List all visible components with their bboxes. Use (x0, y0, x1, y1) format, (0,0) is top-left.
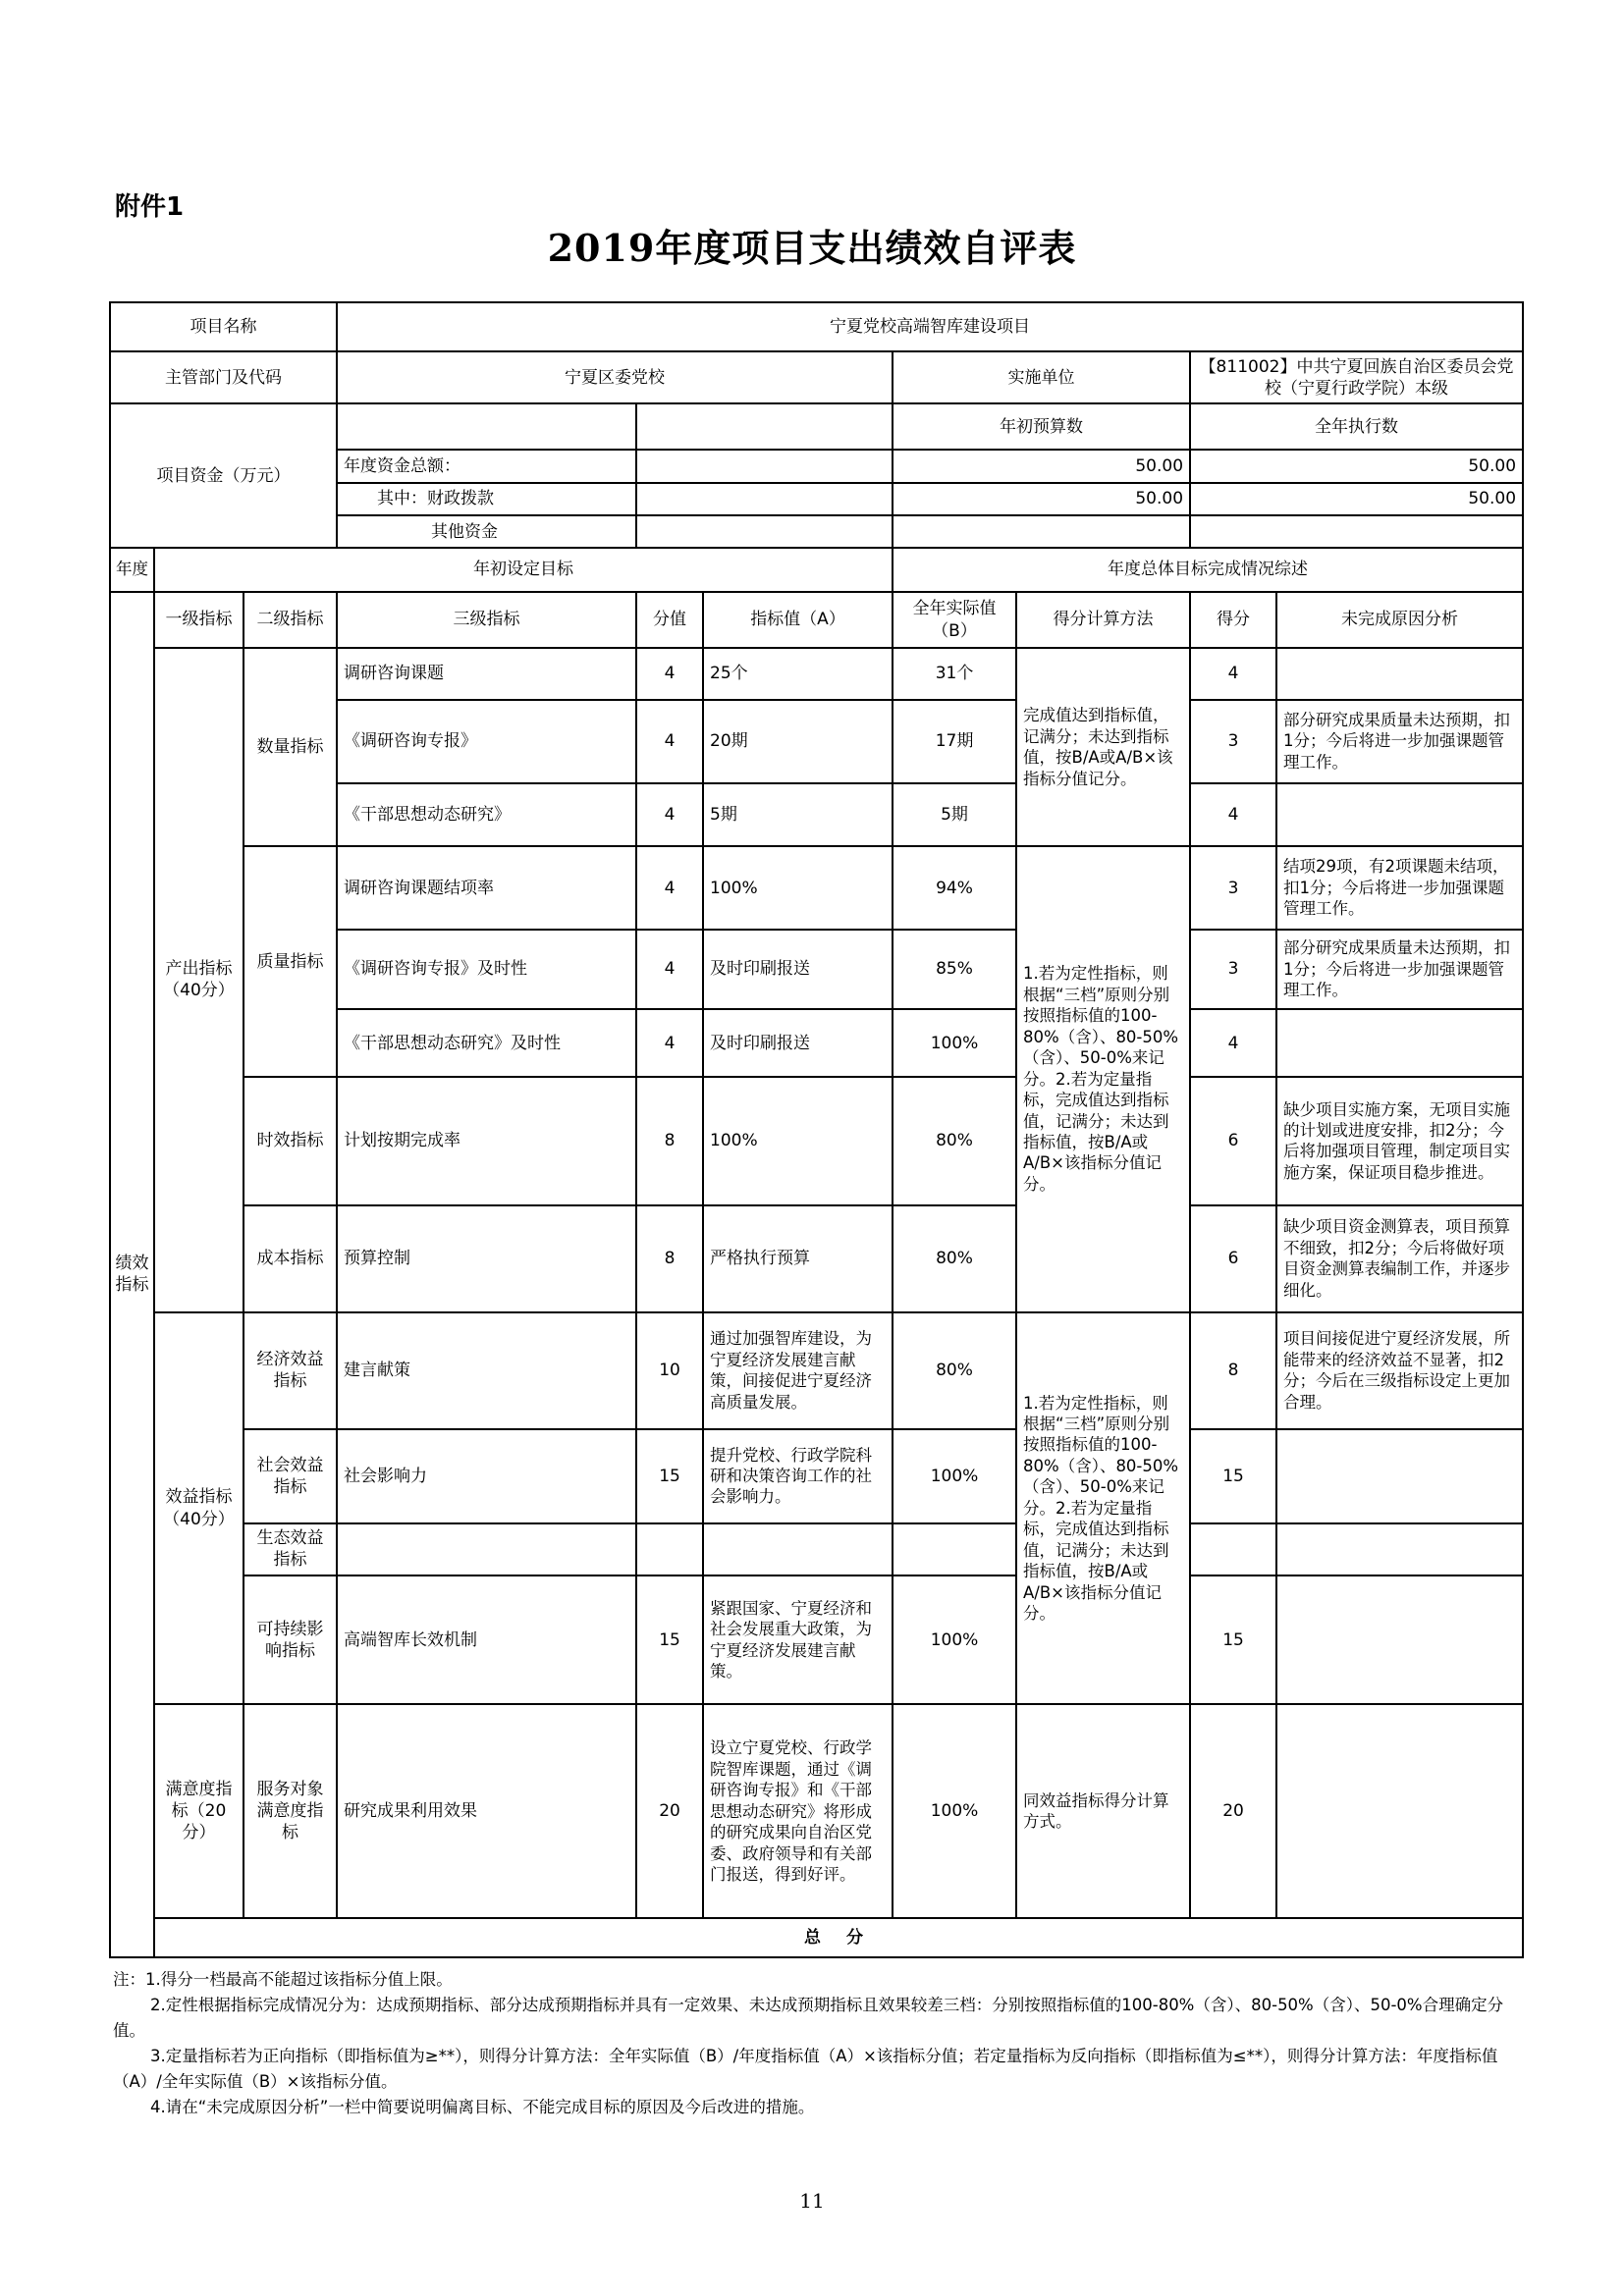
funds-exec-value: 50.00 (1190, 450, 1523, 482)
indicator-score: 8 (1190, 1312, 1276, 1429)
indicator-name: 《干部思想动态研究》 (337, 783, 636, 847)
shortfall-reason: 缺少项目实施方案，无项目实施的计划或进度安排，扣2分；今后将加强项目管理，制定项目实施方案，保证项目稳步推进。 (1276, 1077, 1523, 1204)
indicator-actual: 85% (893, 930, 1016, 1009)
performance-indicator-label: 绩效指标 (110, 592, 154, 1957)
ecological-subgroup-label: 生态效益指标 (244, 1523, 337, 1576)
indicator-score: 3 (1190, 930, 1276, 1009)
project-name-row (110, 302, 1523, 351)
indicator-actual: 94% (893, 846, 1016, 930)
table-row (110, 846, 1523, 930)
implementer-label: 实施单位 (893, 351, 1190, 402)
benefit-group-label: 效益指标（40分） (154, 1312, 244, 1705)
cost-subgroup-label: 成本指标 (244, 1205, 337, 1312)
score-header: 得分 (1190, 592, 1276, 649)
goal-summary-header: 年度总体目标完成情况综述 (893, 548, 1523, 591)
indicator-value: 15 (636, 1575, 703, 1704)
indicator-target: 设立宁夏党校、行政学院智库课题，通过《调研咨询专报》和《干部思想动态研究》将形成的研究成果向自治区党委、政府领导和有关部门报送，得到好评。 (703, 1704, 893, 1918)
funds-blank-cell (636, 515, 893, 548)
evaluation-table (109, 301, 1524, 1958)
funds-budget-value: 50.00 (893, 483, 1190, 515)
initial-goal-header: 年初设定目标 (154, 548, 893, 591)
indicator-value: 4 (636, 930, 703, 1009)
indicator-actual: 100% (893, 1429, 1016, 1523)
indicator-actual: 31个 (893, 648, 1016, 699)
department-label: 主管部门及代码 (110, 351, 337, 402)
indicator-actual: 80% (893, 1077, 1016, 1204)
indicator-score: 6 (1190, 1077, 1276, 1204)
funds-exec-value (1190, 515, 1523, 548)
indicator-value: 20 (636, 1704, 703, 1918)
indicator-target (703, 1523, 893, 1576)
table-row (110, 1205, 1523, 1312)
indicator-value: 4 (636, 783, 703, 847)
indicator-name: 高端智库长效机制 (337, 1575, 636, 1704)
total-row (110, 1918, 1523, 1957)
indicator-actual: 80% (893, 1205, 1016, 1312)
shortfall-reason (1276, 1704, 1523, 1918)
indicator-target: 提升党校、行政学院科研和决策咨询工作的社会影响力。 (703, 1429, 893, 1523)
indicator-value (636, 1523, 703, 1576)
indicator-name: 《干部思想动态研究》及时性 (337, 1009, 636, 1078)
indicator-value: 4 (636, 1009, 703, 1078)
sustainable-subgroup-label: 可持续影响指标 (244, 1575, 337, 1704)
service-subgroup-label: 服务对象满意度指标 (244, 1704, 337, 1918)
indicator-actual: 80% (893, 1312, 1016, 1429)
indicator-actual: 5期 (893, 783, 1016, 847)
execution-column-header: 全年执行数 (1190, 403, 1523, 450)
indicator-score: 3 (1190, 846, 1276, 930)
project-name-label: 项目名称 (110, 302, 337, 351)
year-goal-label: 年度 (110, 548, 154, 591)
indicator-score: 15 (1190, 1575, 1276, 1704)
shortfall-reason: 部分研究成果质量未达预期，扣1分；今后将进一步加强课题管理工作。 (1276, 930, 1523, 1009)
quantity-subgroup-label: 数量指标 (244, 648, 337, 846)
funds-row-label: 年度资金总额： (337, 450, 636, 482)
funds-header-row (110, 403, 1523, 450)
table-row (110, 1429, 1523, 1523)
budget-column-header: 年初预算数 (893, 403, 1190, 450)
indicator-value: 4 (636, 846, 703, 930)
indicator-actual: 17期 (893, 700, 1016, 783)
table-row (110, 1575, 1523, 1704)
department-value: 宁夏区委党校 (337, 351, 893, 402)
table-row (110, 1704, 1523, 1918)
table-row (110, 648, 1523, 699)
table-row (110, 1312, 1523, 1429)
level3-header: 三级指标 (337, 592, 636, 649)
indicator-value: 8 (636, 1077, 703, 1204)
indicator-name: 建言献策 (337, 1312, 636, 1429)
funds-exec-value: 50.00 (1190, 483, 1523, 515)
indicator-name (337, 1523, 636, 1576)
indicator-target: 100% (703, 1077, 893, 1204)
footnote-4: 4.请在“未完成原因分析”一栏中简要说明偏离目标、不能完成目标的原因及今后改进的措施。 (150, 2098, 815, 2117)
total-label: 总 分 (154, 1918, 1523, 1957)
page-number: 11 (799, 2189, 825, 2213)
footnotes (113, 1967, 1522, 2120)
indicator-score: 6 (1190, 1205, 1276, 1312)
indicator-score: 15 (1190, 1429, 1276, 1523)
satisfaction-group-label: 满意度指标（20分） (154, 1704, 244, 1918)
shortfall-reason (1276, 1523, 1523, 1576)
shortfall-reason: 结项29项，有2项课题未结项，扣1分；今后将进一步加强课题管理工作。 (1276, 846, 1523, 930)
target-header: 指标值（A） (703, 592, 893, 649)
indicator-name: 预算控制 (337, 1205, 636, 1312)
indicator-name: 《调研咨询专报》 (337, 700, 636, 783)
funds-blank-cell (636, 483, 893, 515)
shortfall-reason: 部分研究成果质量未达预期，扣1分；今后将进一步加强课题管理工作。 (1276, 700, 1523, 783)
indicator-score: 4 (1190, 1009, 1276, 1078)
indicator-score: 3 (1190, 700, 1276, 783)
indicator-name: 《调研咨询专报》及时性 (337, 930, 636, 1009)
table-row (110, 1523, 1523, 1576)
funds-row-label: 其他资金 (337, 515, 636, 548)
indicator-target: 25个 (703, 648, 893, 699)
indicator-name: 研究成果利用效果 (337, 1704, 636, 1918)
indicator-value: 4 (636, 700, 703, 783)
indicator-actual (893, 1523, 1016, 1576)
funds-budget-value: 50.00 (893, 450, 1190, 482)
implementer-value: 【811002】中共宁夏回族自治区委员会党校（宁夏行政学院）本级 (1190, 351, 1523, 402)
shortfall-reason (1276, 1575, 1523, 1704)
level2-header: 二级指标 (244, 592, 337, 649)
funds-row-label: 其中：财政拨款 (337, 483, 636, 515)
attachment-label: 附件1 (115, 192, 185, 222)
indicator-target: 及时印刷报送 (703, 930, 893, 1009)
indicator-actual: 100% (893, 1009, 1016, 1078)
score-value-header: 分值 (636, 592, 703, 649)
scoring-method: 同效益指标得分计算方式。 (1016, 1704, 1190, 1918)
scoring-method: 完成值达到指标值，记满分；未达到指标值，按B/A或A/B×该指标分值记分。 (1016, 648, 1190, 846)
footnote-2: 2.定性根据指标完成情况分为：达成预期指标、部分达成预期指标并具有一定效果、未达成预期指标且效果较差三档：分别按照指标值的100-80%（含）、80-50%（含）、50-0%合理确定分值。 (113, 1996, 1504, 2041)
indicator-value: 15 (636, 1429, 703, 1523)
indicator-target: 及时印刷报送 (703, 1009, 893, 1078)
timeliness-subgroup-label: 时效指标 (244, 1077, 337, 1204)
indicator-target: 20期 (703, 700, 893, 783)
indicator-target: 严格执行预算 (703, 1205, 893, 1312)
footnote-3: 3.定量指标若为正向指标（即指标值为≥**），则得分计算方法：全年实际值（B）/年度指标值（A）×该指标分值；若定量指标为反向指标（即指标值为≤**），则得分计算方法：年度指标值（A）/全年实际值（B）×该指标分值。 (113, 2047, 1498, 2092)
indicator-target: 紧跟国家、宁夏经济和社会发展重大政策，为宁夏经济发展建言献策。 (703, 1575, 893, 1704)
funds-label: 项目资金（万元） (110, 403, 337, 548)
indicator-name: 调研咨询课题 (337, 648, 636, 699)
indicator-value: 8 (636, 1205, 703, 1312)
funds-budget-value (893, 515, 1190, 548)
shortfall-reason (1276, 1429, 1523, 1523)
department-row (110, 351, 1523, 402)
table-row (110, 1077, 1523, 1204)
actual-header: 全年实际值（B） (893, 592, 1016, 649)
indicator-target: 通过加强智库建设，为宁夏经济发展建言献策，间接促进宁夏经济高质量发展。 (703, 1312, 893, 1429)
indicator-header-row (110, 592, 1523, 649)
indicator-value: 4 (636, 648, 703, 699)
indicator-score: 4 (1190, 783, 1276, 847)
indicator-value: 10 (636, 1312, 703, 1429)
shortfall-reason: 缺少项目资金测算表，项目预算不细致，扣2分；今后将做好项目资金测算表编制工作，并逐步细化。 (1276, 1205, 1523, 1312)
indicator-name: 调研咨询课题结项率 (337, 846, 636, 930)
social-subgroup-label: 社会效益指标 (244, 1429, 337, 1523)
indicator-name: 计划按期完成率 (337, 1077, 636, 1204)
shortfall-reason: 项目间接促进宁夏经济发展，所能带来的经济效益不显著，扣2分；今后在三级指标设定上更加合理。 (1276, 1312, 1523, 1429)
indicator-score (1190, 1523, 1276, 1576)
reason-header: 未完成原因分析 (1276, 592, 1523, 649)
scoring-method: 1.若为定性指标，则根据“三档”原则分别按照指标值的100-80%（含）、80-50%（含）、50-0%来记分。2.若为定量指标，完成值达到指标值，记满分；未达到指标值，按B/A或A/B×该指标分值记分。 (1016, 846, 1190, 1311)
funds-blank-cell (636, 450, 893, 482)
indicator-target: 5期 (703, 783, 893, 847)
indicator-name: 社会影响力 (337, 1429, 636, 1523)
goals-row (110, 548, 1523, 591)
method-header: 得分计算方法 (1016, 592, 1190, 649)
indicator-target: 100% (703, 846, 893, 930)
indicator-actual: 100% (893, 1704, 1016, 1918)
economic-subgroup-label: 经济效益指标 (244, 1312, 337, 1429)
indicator-score: 20 (1190, 1704, 1276, 1918)
footnote-1: 注：1.得分一档最高不能超过该指标分值上限。 (113, 1970, 453, 1989)
funds-blank-cell (337, 403, 636, 450)
project-name-value: 宁夏党校高端智库建设项目 (337, 302, 1523, 351)
page-title: 2019年度项目支出绩效自评表 (547, 226, 1077, 270)
level1-header: 一级指标 (154, 592, 244, 649)
quality-subgroup-label: 质量指标 (244, 846, 337, 1077)
indicator-actual: 100% (893, 1575, 1016, 1704)
output-group-label: 产出指标（40分） (154, 648, 244, 1311)
scoring-method: 1.若为定性指标，则根据“三档”原则分别按照指标值的100-80%（含）、80-50%（含）、50-0%来记分。2.若为定量指标，完成值达到指标值，记满分；未达到指标值，按B/A或A/B×该指标分值记分。 (1016, 1312, 1190, 1705)
funds-blank-cell (636, 403, 893, 450)
shortfall-reason (1276, 783, 1523, 847)
indicator-score: 4 (1190, 648, 1276, 699)
shortfall-reason (1276, 1009, 1523, 1078)
shortfall-reason (1276, 648, 1523, 699)
